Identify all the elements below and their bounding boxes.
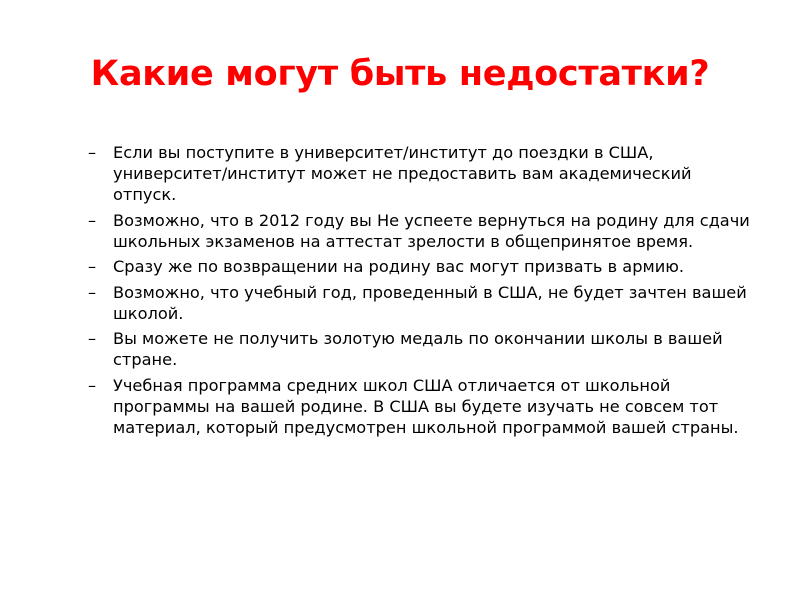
bullet-text: Возможно, что учебный год, проведенный в США, не будет зачтен вашей школой.	[113, 282, 747, 323]
bullet-dash: –	[88, 210, 97, 230]
bullet-item	[88, 375, 750, 438]
bullet-text: Вы можете не получить золотую медаль по окончании школы в вашей стране.	[113, 329, 723, 369]
bullet-dash: –	[88, 257, 97, 276]
bullet-dash: –	[88, 143, 97, 162]
bullet-item	[88, 210, 750, 252]
bullet-item	[88, 142, 750, 205]
bullet-item	[88, 328, 750, 370]
bullet-text: Учебная программа средних школ США отличается от школьной программы на вашей родине. В США вы будете изучать не совсем тот материал, который предусмотрен школьной программой вашей страны.	[113, 375, 739, 437]
bullet-list	[88, 142, 750, 442]
slide-title: Какие могут быть недостатки?	[90, 54, 710, 94]
bullet-item	[88, 256, 750, 277]
bullet-dash: –	[88, 282, 97, 302]
bullet-item	[88, 282, 750, 324]
bullet-dash: –	[88, 329, 97, 348]
bullet-text: Сразу же по возвращении на родину вас могут призвать в армию.	[113, 257, 684, 276]
bullet-dash: –	[88, 375, 97, 395]
bullet-text: Возможно, что в 2012 году вы Не успеете вернуться на родину для сдачи школьных экзаменов на аттестат зрелости в общепринятое время.	[113, 210, 750, 251]
bullet-text: Если вы поступите в университет/институт до поездки в США, университет/институт может не предоставить вам академический отпуск.	[113, 143, 692, 204]
